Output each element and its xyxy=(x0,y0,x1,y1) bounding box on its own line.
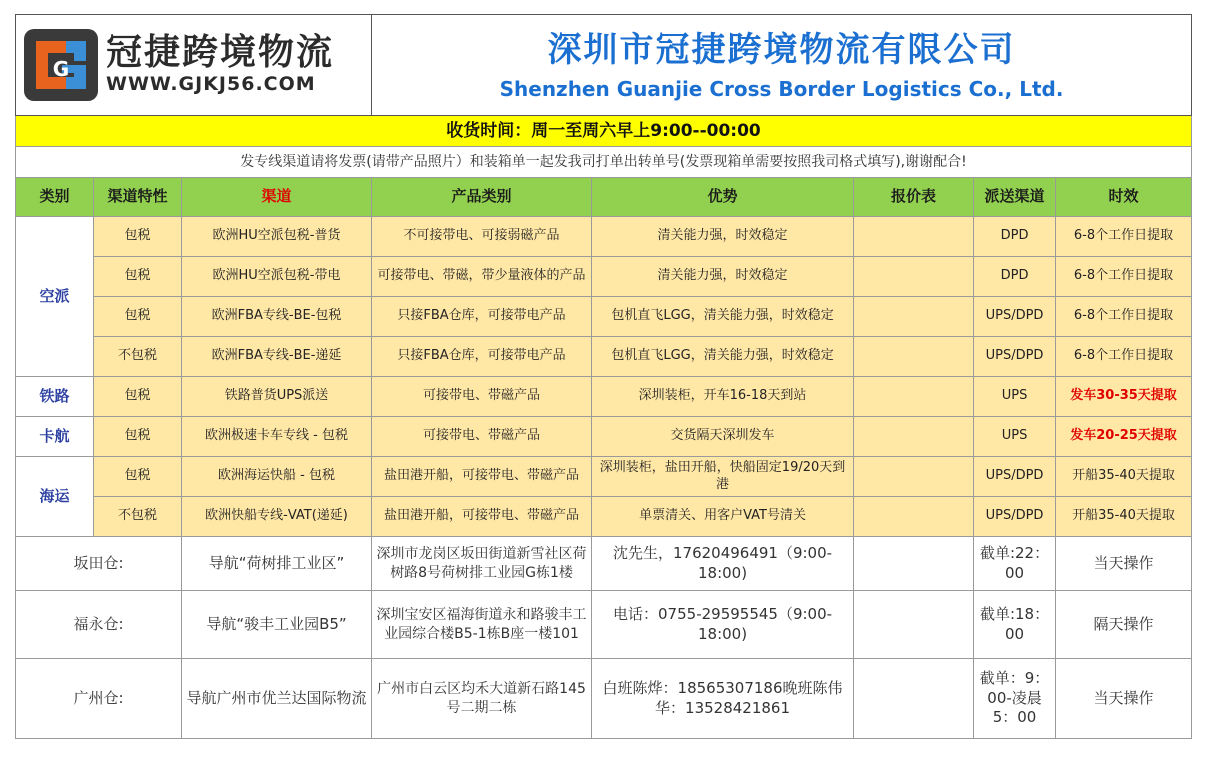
cell-price xyxy=(854,337,974,377)
warehouse-address: 深圳宝安区福海街道永和路骏丰工业园综合楼B5-1栋B座一楼101 xyxy=(372,591,592,659)
cell-feature: 包税 xyxy=(94,257,182,297)
cell-delivery: DPD xyxy=(974,257,1056,297)
cell-advantage: 包机直飞LGG，清关能力强，时效稳定 xyxy=(592,297,854,337)
cell-product: 盐田港开船，可接带电、带磁产品 xyxy=(372,457,592,497)
receiving-time-row xyxy=(16,116,1192,147)
cell-time: 发车20-25天提取 xyxy=(1056,417,1192,457)
category-air: 空派 xyxy=(16,217,94,377)
table-row xyxy=(16,297,1192,337)
cell-channel: 欧洲HU空派包税-普货 xyxy=(182,217,372,257)
table-row xyxy=(16,257,1192,297)
table-row xyxy=(16,457,1192,497)
cell-advantage: 清关能力强，时效稳定 xyxy=(592,257,854,297)
cell-advantage: 深圳装柜，盐田开船，快船固定19/20天到港 xyxy=(592,457,854,497)
cell-product: 不可接带电、可接弱磁产品 xyxy=(372,217,592,257)
col-header-feature: 渠道特性 xyxy=(94,178,182,217)
cell-advantage: 交货隔天深圳发车 xyxy=(592,417,854,457)
table-row xyxy=(16,337,1192,377)
cell-time: 6-8个工作日提取 xyxy=(1056,257,1192,297)
cell-feature: 包税 xyxy=(94,377,182,417)
cell-advantage: 包机直飞LGG，清关能力强，时效稳定 xyxy=(592,337,854,377)
cell-time: 开船35-40天提取 xyxy=(1056,457,1192,497)
warehouse-operation: 当天操作 xyxy=(1056,537,1192,591)
cell-advantage: 单票清关、用客户VAT号清关 xyxy=(592,497,854,537)
cell-time: 发车30-35天提取 xyxy=(1056,377,1192,417)
cell-time: 6-8个工作日提取 xyxy=(1056,217,1192,257)
logo-name: 冠捷跨境物流 xyxy=(106,31,335,73)
table-row xyxy=(16,497,1192,537)
col-header-advantage: 优势 xyxy=(592,178,854,217)
col-header-channel: 渠道 xyxy=(182,178,372,217)
warehouse-nav: 导航“骏丰工业园B5” xyxy=(182,591,372,659)
company-name-en: Shenzhen Guanjie Cross Border Logistics Co., Ltd. xyxy=(499,77,1064,102)
col-header-delivery: 派送渠道 xyxy=(974,178,1056,217)
cell-feature: 不包税 xyxy=(94,497,182,537)
warehouse-name: 广州仓: xyxy=(16,659,182,739)
cell-advantage: 深圳装柜，开车16-18天到站 xyxy=(592,377,854,417)
warehouse-nav: 导航广州市优兰达国际物流 xyxy=(182,659,372,739)
cell-price xyxy=(854,257,974,297)
warehouse-row xyxy=(16,591,1192,659)
header-row xyxy=(16,15,1192,116)
cell-product: 盐田港开船，可接带电、带磁产品 xyxy=(372,497,592,537)
cell-channel: 欧洲快船专线-VAT(递延) xyxy=(182,497,372,537)
cell-product: 可接带电、带磁产品 xyxy=(372,377,592,417)
logistics-table xyxy=(15,14,1192,739)
cell-delivery: UPS/DPD xyxy=(974,497,1056,537)
notice-row xyxy=(16,147,1192,178)
cell-delivery: DPD xyxy=(974,217,1056,257)
cell-delivery: UPS/DPD xyxy=(974,337,1056,377)
cell-feature: 包税 xyxy=(94,457,182,497)
warehouse-price xyxy=(854,659,974,739)
cell-feature: 包税 xyxy=(94,417,182,457)
warehouse-price xyxy=(854,591,974,659)
cell-delivery: UPS xyxy=(974,417,1056,457)
cell-channel: 欧洲HU空派包税-带电 xyxy=(182,257,372,297)
warehouse-nav: 导航“荷树排工业区” xyxy=(182,537,372,591)
category-sea: 海运 xyxy=(16,457,94,537)
col-header-product: 产品类别 xyxy=(372,178,592,217)
table-row xyxy=(16,417,1192,457)
warehouse-cutoff: 截单:22：00 xyxy=(974,537,1056,591)
warehouse-row xyxy=(16,537,1192,591)
warehouse-cutoff: 截单:18：00 xyxy=(974,591,1056,659)
cell-price xyxy=(854,377,974,417)
cell-delivery: UPS xyxy=(974,377,1056,417)
price-sheet xyxy=(15,14,1191,739)
cell-price xyxy=(854,297,974,337)
cell-price xyxy=(854,417,974,457)
logo-cell xyxy=(16,15,372,116)
table-row xyxy=(16,217,1192,257)
cell-channel: 铁路普货UPS派送 xyxy=(182,377,372,417)
category-truck: 卡航 xyxy=(16,417,94,457)
warehouse-contact: 白班陈烨：18565307186晚班陈伟华：13528421861 xyxy=(592,659,854,739)
warehouse-cutoff: 截单：9：00-凌晨5：00 xyxy=(974,659,1056,739)
warehouse-operation: 当天操作 xyxy=(1056,659,1192,739)
logo-mark-icon xyxy=(22,27,100,103)
warehouse-contact: 电话：0755-29595545（9:00-18:00) xyxy=(592,591,854,659)
column-header-row xyxy=(16,178,1192,217)
logo-url: WWW.GJKJ56.COM xyxy=(106,73,316,96)
company-name-cn: 深圳市冠捷跨境物流有限公司 xyxy=(547,29,1016,70)
cell-time: 6-8个工作日提取 xyxy=(1056,337,1192,377)
company-cell xyxy=(372,15,1192,116)
cell-product: 可接带电、带磁，带少量液体的产品 xyxy=(372,257,592,297)
cell-price xyxy=(854,217,974,257)
cell-channel: 欧洲FBA专线-BE-递延 xyxy=(182,337,372,377)
warehouse-row xyxy=(16,659,1192,739)
notice-text: 发专线渠道请将发票(请带产品照片）和装箱单一起发我司打单出转单号(发票现箱单需要按照我司格式填写),谢谢配合! xyxy=(16,147,1192,178)
category-rail: 铁路 xyxy=(16,377,94,417)
warehouse-contact: 沈先生，17620496491（9:00-18:00) xyxy=(592,537,854,591)
cell-time: 开船35-40天提取 xyxy=(1056,497,1192,537)
cell-product: 可接带电、带磁产品 xyxy=(372,417,592,457)
cell-channel: 欧洲极速卡车专线 - 包税 xyxy=(182,417,372,457)
logo-mark-letter: G xyxy=(52,57,70,81)
warehouse-address: 广州市白云区均禾大道新石路145号二期二栋 xyxy=(372,659,592,739)
warehouse-operation: 隔天操作 xyxy=(1056,591,1192,659)
cell-delivery: UPS/DPD xyxy=(974,297,1056,337)
receiving-time: 收货时间：周一至周六早上9:00--00:00 xyxy=(16,116,1192,147)
warehouse-name: 福永仓: xyxy=(16,591,182,659)
col-header-category: 类别 xyxy=(16,178,94,217)
cell-channel: 欧洲海运快船 - 包税 xyxy=(182,457,372,497)
cell-product: 只接FBA仓库，可接带电产品 xyxy=(372,337,592,377)
cell-channel: 欧洲FBA专线-BE-包税 xyxy=(182,297,372,337)
table-row xyxy=(16,377,1192,417)
cell-feature: 不包税 xyxy=(94,337,182,377)
cell-feature: 包税 xyxy=(94,217,182,257)
cell-time: 6-8个工作日提取 xyxy=(1056,297,1192,337)
warehouse-name: 坂田仓: xyxy=(16,537,182,591)
cell-delivery: UPS/DPD xyxy=(974,457,1056,497)
cell-price xyxy=(854,457,974,497)
cell-product: 只接FBA仓库，可接带电产品 xyxy=(372,297,592,337)
cell-price xyxy=(854,497,974,537)
warehouse-address: 深圳市龙岗区坂田街道新雪社区荷树路8号荷树排工业园G栋1楼 xyxy=(372,537,592,591)
col-header-time: 时效 xyxy=(1056,178,1192,217)
col-header-price: 报价表 xyxy=(854,178,974,217)
cell-advantage: 清关能力强，时效稳定 xyxy=(592,217,854,257)
cell-feature: 包税 xyxy=(94,297,182,337)
warehouse-price xyxy=(854,537,974,591)
logo xyxy=(16,27,371,103)
